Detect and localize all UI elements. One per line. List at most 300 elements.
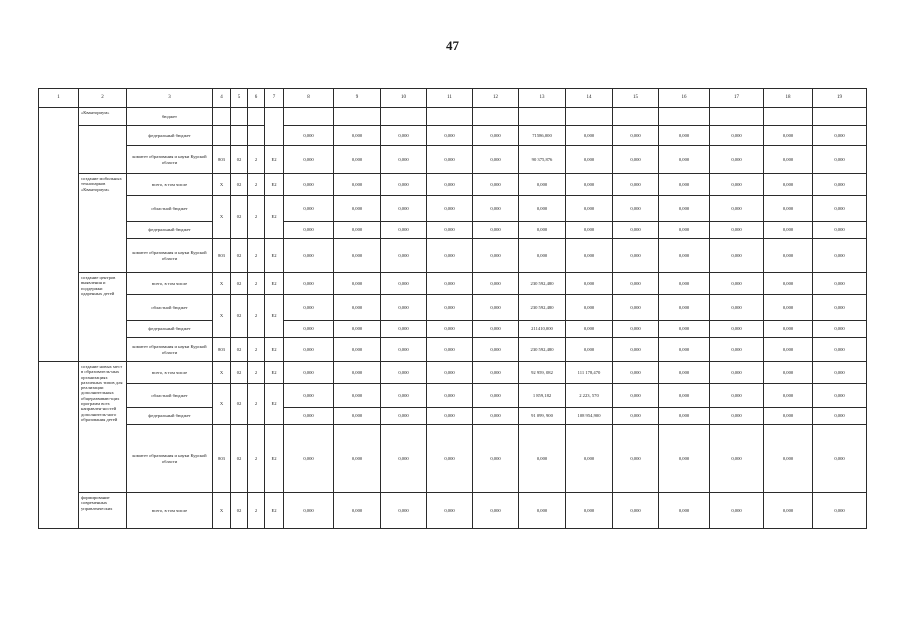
amount-cell: 0,000 <box>334 126 381 146</box>
amount-cell: 0,000 <box>813 239 867 273</box>
amount-cell: 0,000 <box>764 362 813 384</box>
amount-cell: 0,000 <box>613 362 659 384</box>
amount-cell: 111 178,470 <box>566 362 613 384</box>
amount-cell: 0,000 <box>473 321 519 338</box>
amount-cell: 0,000 <box>710 408 764 425</box>
code-csr: Е2 <box>265 384 284 425</box>
amount-cell: 0,000 <box>427 146 473 174</box>
amount-cell <box>519 108 566 126</box>
amount-cell: 0,000 <box>284 273 334 295</box>
amount-cell: 0,000 <box>659 196 710 222</box>
amount-cell: 0,000 <box>473 239 519 273</box>
amount-cell <box>813 108 867 126</box>
code-grbs: 803 <box>213 146 231 174</box>
column-number: 17 <box>710 89 764 108</box>
amount-cell: 0,000 <box>427 321 473 338</box>
code-pr <box>248 126 265 146</box>
amount-cell: 0,000 <box>813 196 867 222</box>
amount-cell: 0,000 <box>427 408 473 425</box>
code-pr: 2 <box>248 362 265 384</box>
amount-cell: 0,000 <box>381 174 427 196</box>
code-rz: 02 <box>231 425 248 493</box>
code-csr: Е2 <box>265 239 284 273</box>
amount-cell: 0,000 <box>710 321 764 338</box>
amount-cell: 0,000 <box>381 338 427 362</box>
code-rz: 02 <box>231 146 248 174</box>
amount-cell: 0,000 <box>473 273 519 295</box>
code-rz <box>231 126 248 146</box>
code-csr: Е2 <box>265 146 284 174</box>
amount-cell: 230 592,480 <box>519 338 566 362</box>
amount-cell: 0,000 <box>284 321 334 338</box>
table-row <box>39 493 867 529</box>
code-csr: Е2 <box>265 425 284 493</box>
amount-cell: 0,000 <box>473 146 519 174</box>
table-row <box>39 362 867 384</box>
amount-cell: 0,000 <box>764 384 813 408</box>
table-row <box>39 108 867 126</box>
amount-cell: 0,000 <box>473 222 519 239</box>
code-csr <box>265 108 284 146</box>
code-rz: 02 <box>231 295 248 338</box>
amount-cell: 0,000 <box>427 362 473 384</box>
table-row <box>39 239 867 273</box>
amount-cell: 0,000 <box>473 338 519 362</box>
code-pr: 2 <box>248 146 265 174</box>
amount-cell: 0,000 <box>613 321 659 338</box>
amount-cell: 0,000 <box>427 273 473 295</box>
code-rz: 02 <box>231 338 248 362</box>
amount-cell: 0,000 <box>566 174 613 196</box>
code-pr <box>248 108 265 126</box>
funding-source: всего, в том числе <box>127 174 213 196</box>
amount-cell: 0,000 <box>613 239 659 273</box>
amount-cell: 0,000 <box>710 273 764 295</box>
amount-cell: 0,000 <box>613 408 659 425</box>
amount-cell: 0,000 <box>764 146 813 174</box>
amount-cell: 0,000 <box>519 222 566 239</box>
measure-name: создание центров выявления и поддержки одаренных детей <box>79 273 127 362</box>
section-cell <box>39 362 79 529</box>
amount-cell: 0,000 <box>381 222 427 239</box>
amount-cell: 0,000 <box>473 493 519 529</box>
amount-cell: 0,000 <box>813 273 867 295</box>
amount-cell: 0,000 <box>427 196 473 222</box>
amount-cell: 0,000 <box>334 321 381 338</box>
amount-cell: 108 954,900 <box>566 408 613 425</box>
amount-cell: 0,000 <box>764 295 813 321</box>
amount-cell: 0,000 <box>381 493 427 529</box>
amount-cell: 0,000 <box>613 493 659 529</box>
column-number: 12 <box>473 89 519 108</box>
amount-cell: 0,000 <box>659 384 710 408</box>
amount-cell: 0,000 <box>710 493 764 529</box>
amount-cell: 0,000 <box>284 425 334 493</box>
amount-cell: 0,000 <box>659 273 710 295</box>
amount-cell: 0,000 <box>284 362 334 384</box>
code-csr: Е2 <box>265 493 284 529</box>
amount-cell: 0,000 <box>473 425 519 493</box>
amount-cell: 0,000 <box>566 493 613 529</box>
column-number: 11 <box>427 89 473 108</box>
column-number: 6 <box>248 89 265 108</box>
column-number: 13 <box>519 89 566 108</box>
funding-source: комитет образования и науки Курской области <box>127 425 213 493</box>
amount-cell: 0,000 <box>710 126 764 146</box>
amount-cell: 0,000 <box>381 408 427 425</box>
amount-cell: 0,000 <box>427 126 473 146</box>
amount-cell: 0,000 <box>613 174 659 196</box>
column-number: 18 <box>764 89 813 108</box>
amount-cell: 0,000 <box>813 493 867 529</box>
code-csr: Е2 <box>265 338 284 362</box>
amount-cell: 0,000 <box>813 425 867 493</box>
code-grbs <box>213 108 231 126</box>
amount-cell: 0,000 <box>473 295 519 321</box>
funding-source: комитет образования и науки Курской области <box>127 146 213 174</box>
amount-cell: 0,000 <box>613 338 659 362</box>
amount-cell: 0,000 <box>764 239 813 273</box>
code-grbs: X <box>213 362 231 384</box>
amount-cell: 0,000 <box>710 196 764 222</box>
amount-cell: 230 592,480 <box>519 273 566 295</box>
amount-cell: 0,000 <box>284 384 334 408</box>
amount-cell: 0,000 <box>566 425 613 493</box>
amount-cell: 0,000 <box>381 239 427 273</box>
code-rz: 02 <box>231 273 248 295</box>
funding-source: бюджет <box>127 108 213 126</box>
amount-cell: 0,000 <box>334 273 381 295</box>
amount-cell: 0,000 <box>334 196 381 222</box>
amount-cell: 0,000 <box>519 196 566 222</box>
amount-cell <box>764 108 813 126</box>
amount-cell: 0,000 <box>764 321 813 338</box>
amount-cell: 0,000 <box>659 338 710 362</box>
amount-cell: 0,000 <box>710 174 764 196</box>
amount-cell: 0,000 <box>813 338 867 362</box>
amount-cell: 0,000 <box>710 362 764 384</box>
table-row <box>39 196 867 222</box>
table-row <box>39 321 867 338</box>
code-csr: Е2 <box>265 273 284 295</box>
code-pr: 2 <box>248 425 265 493</box>
code-csr: Е2 <box>265 174 284 196</box>
code-pr: 2 <box>248 338 265 362</box>
amount-cell: 0,000 <box>710 384 764 408</box>
amount-cell <box>710 108 764 126</box>
amount-cell: 0,000 <box>473 408 519 425</box>
amount-cell <box>284 108 334 126</box>
budget-table <box>38 88 867 529</box>
amount-cell: 0,000 <box>427 338 473 362</box>
page-number: 47 <box>446 38 459 53</box>
amount-cell: 0,000 <box>710 222 764 239</box>
amount-cell: 0,000 <box>710 239 764 273</box>
amount-cell: 0,000 <box>284 196 334 222</box>
amount-cell: 0,000 <box>284 222 334 239</box>
amount-cell: 0,000 <box>659 222 710 239</box>
amount-cell: 0,000 <box>659 239 710 273</box>
code-pr: 2 <box>248 295 265 338</box>
table-row <box>39 384 867 408</box>
funding-source: федеральный бюджет <box>127 321 213 338</box>
table-row <box>39 222 867 239</box>
amount-cell: 90 375,876 <box>519 146 566 174</box>
funding-source: комитет образования и науки Курской области <box>127 338 213 362</box>
amount-cell: 0,000 <box>764 196 813 222</box>
table-row <box>39 425 867 493</box>
code-grbs: X <box>213 384 231 425</box>
amount-cell: 0,000 <box>764 273 813 295</box>
amount-cell: 230 592,480 <box>519 295 566 321</box>
amount-cell: 0,000 <box>566 196 613 222</box>
funding-source: областной бюджет <box>127 384 213 408</box>
amount-cell: 0,000 <box>813 321 867 338</box>
funding-source: всего, в том числе <box>127 493 213 529</box>
amount-cell: 0,000 <box>813 146 867 174</box>
amount-cell: 0,000 <box>659 126 710 146</box>
table-row <box>39 174 867 196</box>
amount-cell: 0,000 <box>813 126 867 146</box>
code-rz <box>231 108 248 126</box>
amount-cell: 0,000 <box>284 338 334 362</box>
code-pr: 2 <box>248 493 265 529</box>
measure-name: создание новых мест в образователь-ных организациях различных типов для реализации дополнительных общеразвиваю-щих программ всех направлен-ностей дополнитель-ного образования детей <box>79 362 127 493</box>
amount-cell: 0,000 <box>284 295 334 321</box>
amount-cell: 0,000 <box>613 295 659 321</box>
code-rz: 02 <box>231 362 248 384</box>
amount-cell: 0,000 <box>334 146 381 174</box>
amount-cell: 0,000 <box>813 408 867 425</box>
amount-cell: 1 859,182 <box>519 384 566 408</box>
amount-cell: 0,000 <box>764 338 813 362</box>
amount-cell: 0,000 <box>813 295 867 321</box>
amount-cell: 0,000 <box>566 321 613 338</box>
amount-cell: 211410,000 <box>519 321 566 338</box>
amount-cell: 0,000 <box>659 295 710 321</box>
column-number: 10 <box>381 89 427 108</box>
amount-cell: 0,000 <box>284 493 334 529</box>
amount-cell: 0,000 <box>381 384 427 408</box>
column-number: 2 <box>79 89 127 108</box>
amount-cell: 71586,000 <box>519 126 566 146</box>
amount-cell: 0,000 <box>473 196 519 222</box>
amount-cell: 92 959, 082 <box>519 362 566 384</box>
amount-cell: 0,000 <box>659 146 710 174</box>
amount-cell <box>334 108 381 126</box>
column-number-row <box>39 89 867 108</box>
code-rz: 02 <box>231 196 248 239</box>
code-grbs: 803 <box>213 425 231 493</box>
column-number: 7 <box>265 89 284 108</box>
amount-cell: 0,000 <box>334 384 381 408</box>
column-number: 1 <box>39 89 79 108</box>
amount-cell: 0,000 <box>334 222 381 239</box>
amount-cell: 0,000 <box>427 295 473 321</box>
funding-source: всего, в том числе <box>127 362 213 384</box>
code-pr: 2 <box>248 273 265 295</box>
amount-cell: 0,000 <box>381 362 427 384</box>
amount-cell: 0,000 <box>710 295 764 321</box>
table-row <box>39 126 867 146</box>
amount-cell: 0,000 <box>381 295 427 321</box>
amount-cell: 0,000 <box>659 362 710 384</box>
amount-cell <box>381 108 427 126</box>
amount-cell: 0,000 <box>764 222 813 239</box>
amount-cell: 0,000 <box>381 146 427 174</box>
amount-cell <box>613 108 659 126</box>
amount-cell: 0,000 <box>381 425 427 493</box>
amount-cell: 0,000 <box>613 126 659 146</box>
amount-cell: 0,000 <box>613 384 659 408</box>
funding-source: областной бюджет <box>127 196 213 222</box>
amount-cell: 0,000 <box>284 239 334 273</box>
amount-cell <box>473 108 519 126</box>
code-pr: 2 <box>248 239 265 273</box>
amount-cell: 0,000 <box>764 408 813 425</box>
amount-cell: 0,000 <box>427 493 473 529</box>
measure-name: создание мобильных технопарков «Кванториум» <box>79 174 127 273</box>
amount-cell <box>659 108 710 126</box>
table-row <box>39 408 867 425</box>
column-number: 9 <box>334 89 381 108</box>
amount-cell: 0,000 <box>613 222 659 239</box>
amount-cell: 0,000 <box>284 408 334 425</box>
code-pr: 2 <box>248 196 265 239</box>
amount-cell: 0,000 <box>764 425 813 493</box>
code-grbs: 803 <box>213 338 231 362</box>
code-pr: 2 <box>248 174 265 196</box>
amount-cell: 0,000 <box>427 384 473 408</box>
amount-cell: 0,000 <box>473 362 519 384</box>
amount-cell: 0,000 <box>566 295 613 321</box>
code-pr: 2 <box>248 384 265 425</box>
amount-cell: 0,000 <box>473 126 519 146</box>
code-csr: Е2 <box>265 196 284 239</box>
amount-cell: 0,000 <box>764 493 813 529</box>
section-cell <box>39 108 79 362</box>
amount-cell: 0,000 <box>519 493 566 529</box>
column-number: 3 <box>127 89 213 108</box>
amount-cell: 0,000 <box>334 493 381 529</box>
amount-cell: 0,000 <box>519 239 566 273</box>
funding-source: областной бюджет <box>127 295 213 321</box>
amount-cell: 0,000 <box>710 425 764 493</box>
amount-cell: 0,000 <box>659 425 710 493</box>
column-number: 19 <box>813 89 867 108</box>
code-csr: Е2 <box>265 295 284 338</box>
funding-source: всего, в том числе <box>127 273 213 295</box>
amount-cell: 0,000 <box>284 146 334 174</box>
funding-source: федеральный бюджет <box>127 222 213 239</box>
amount-cell: 0,000 <box>381 126 427 146</box>
code-grbs: X <box>213 295 231 338</box>
amount-cell: 0,000 <box>381 321 427 338</box>
amount-cell: 0,000 <box>764 174 813 196</box>
amount-cell: 0,000 <box>334 425 381 493</box>
amount-cell: 0,000 <box>613 273 659 295</box>
funding-source: федеральный бюджет <box>127 408 213 425</box>
amount-cell: 0,000 <box>813 222 867 239</box>
amount-cell: 0,000 <box>284 174 334 196</box>
column-number: 14 <box>566 89 613 108</box>
code-grbs: X <box>213 273 231 295</box>
amount-cell: 0,000 <box>519 174 566 196</box>
amount-cell: 0,000 <box>566 146 613 174</box>
column-number: 15 <box>613 89 659 108</box>
code-grbs: 803 <box>213 239 231 273</box>
amount-cell: 0,000 <box>334 239 381 273</box>
column-number: 4 <box>213 89 231 108</box>
code-grbs: X <box>213 174 231 196</box>
code-rz: 02 <box>231 493 248 529</box>
amount-cell: 0,000 <box>334 408 381 425</box>
amount-cell: 0,000 <box>613 196 659 222</box>
funding-source: комитет образования и науки Курской области <box>127 239 213 273</box>
table-row <box>39 338 867 362</box>
amount-cell: 0,000 <box>519 425 566 493</box>
amount-cell: 91 099, 900 <box>519 408 566 425</box>
column-number: 8 <box>284 89 334 108</box>
amount-cell: 0,000 <box>710 338 764 362</box>
amount-cell: 0,000 <box>659 408 710 425</box>
measure-blank <box>79 126 127 174</box>
amount-cell: 0,000 <box>659 321 710 338</box>
column-number: 5 <box>231 89 248 108</box>
table-row <box>39 273 867 295</box>
amount-cell: 0,000 <box>613 425 659 493</box>
amount-cell: 0,000 <box>566 338 613 362</box>
code-rz: 02 <box>231 384 248 425</box>
amount-cell <box>566 108 613 126</box>
amount-cell: 0,000 <box>613 146 659 174</box>
amount-cell: 0,000 <box>813 174 867 196</box>
amount-cell: 0,000 <box>427 174 473 196</box>
amount-cell: 0,000 <box>381 196 427 222</box>
measure-name: «Кванториум» <box>79 108 127 126</box>
code-grbs <box>213 126 231 146</box>
amount-cell: 2 223, 570 <box>566 384 613 408</box>
amount-cell: 0,000 <box>710 146 764 174</box>
amount-cell: 0,000 <box>566 273 613 295</box>
amount-cell: 0,000 <box>473 384 519 408</box>
column-number: 16 <box>659 89 710 108</box>
amount-cell: 0,000 <box>566 239 613 273</box>
amount-cell: 0,000 <box>334 295 381 321</box>
amount-cell: 0,000 <box>334 174 381 196</box>
amount-cell: 0,000 <box>566 222 613 239</box>
code-rz: 02 <box>231 174 248 196</box>
amount-cell: 0,000 <box>284 126 334 146</box>
amount-cell: 0,000 <box>427 239 473 273</box>
table-row <box>39 146 867 174</box>
amount-cell: 0,000 <box>334 338 381 362</box>
funding-source: федеральный бюджет <box>127 126 213 146</box>
code-csr: Е2 <box>265 362 284 384</box>
amount-cell: 0,000 <box>659 493 710 529</box>
code-grbs: X <box>213 493 231 529</box>
amount-cell: 0,000 <box>473 174 519 196</box>
amount-cell <box>427 108 473 126</box>
amount-cell: 0,000 <box>566 126 613 146</box>
amount-cell: 0,000 <box>427 425 473 493</box>
amount-cell: 0,000 <box>427 222 473 239</box>
table-row <box>39 295 867 321</box>
code-grbs: X <box>213 196 231 239</box>
amount-cell: 0,000 <box>764 126 813 146</box>
amount-cell: 0,000 <box>659 174 710 196</box>
measure-name: формирование современных управленческих <box>79 493 127 529</box>
